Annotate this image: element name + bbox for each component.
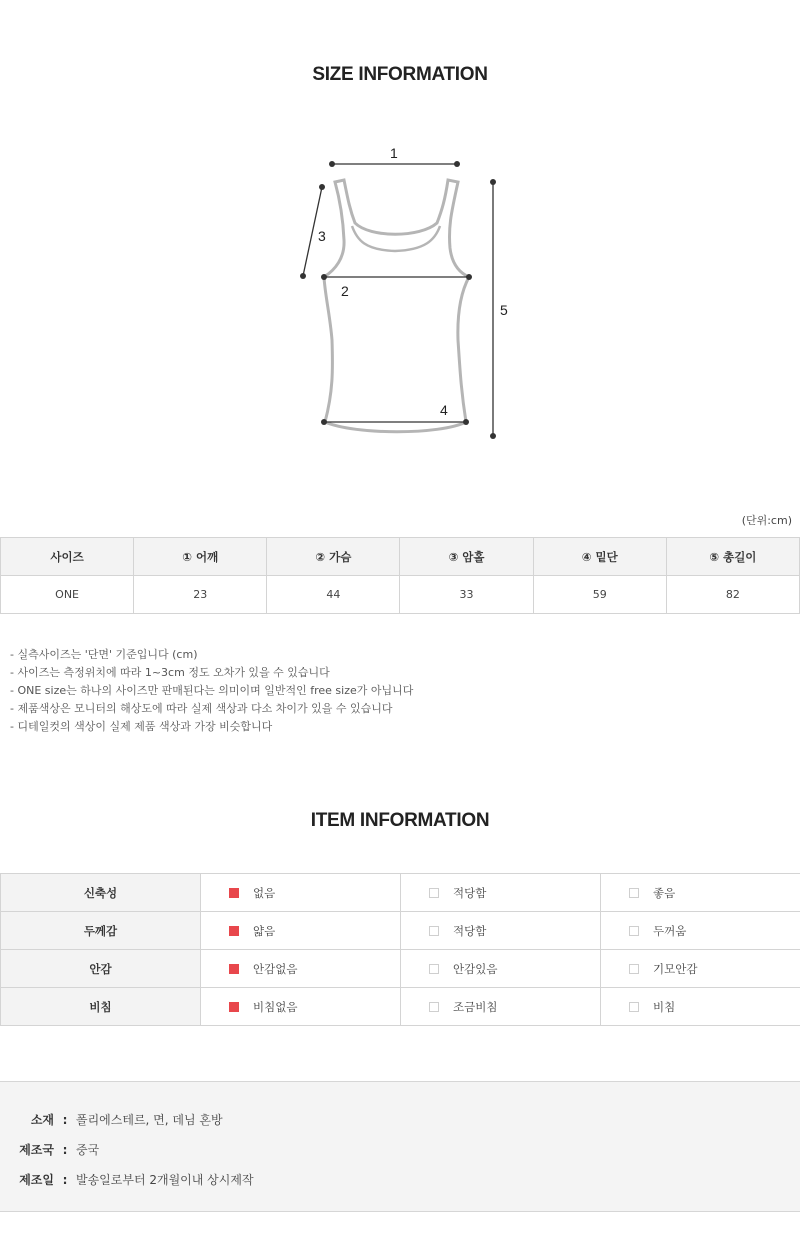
header-cell: ③ 암홀 bbox=[400, 538, 533, 576]
size-information-title: SIZE INFORMATION bbox=[312, 64, 488, 85]
checkbox-checked-icon bbox=[229, 964, 239, 974]
option-label: 좋음 bbox=[653, 885, 676, 900]
item-table bbox=[0, 873, 800, 1026]
option-cell bbox=[601, 912, 800, 950]
checkbox-checked-icon bbox=[229, 1002, 239, 1012]
row-label: 비침 bbox=[1, 988, 201, 1026]
checkbox-empty-icon bbox=[629, 926, 639, 936]
row-label: 두께감 bbox=[1, 912, 201, 950]
checkbox-empty-icon bbox=[429, 964, 439, 974]
option-cell bbox=[401, 988, 601, 1026]
info-value: 중국 bbox=[76, 1143, 100, 1157]
note-line: - 사이즈는 측정위치에 따라 1~3cm 정도 오차가 있을 수 있습니다 bbox=[10, 666, 330, 679]
row-label: 안감 bbox=[1, 950, 201, 988]
label-hem: 4 bbox=[440, 402, 448, 418]
option-cell bbox=[601, 988, 800, 1026]
label-chest: 2 bbox=[341, 283, 349, 299]
info-row-manufacture-date: 제조일 : 발송일로부터 2개월이내 상시제작 bbox=[0, 1171, 254, 1188]
checkbox-empty-icon bbox=[629, 1002, 639, 1012]
option-label: 얇음 bbox=[253, 923, 276, 938]
note-line: - 디테일컷의 색상이 실제 제품 색상과 가장 비슷합니다 bbox=[10, 720, 273, 733]
option-cell bbox=[401, 950, 601, 988]
note-line: - ONE size는 하나의 사이즈만 판매된다는 의미이며 일반적인 free size가 아닙니다 bbox=[10, 684, 414, 697]
option-label: 조금비침 bbox=[453, 999, 498, 1014]
label-shoulder: 1 bbox=[390, 145, 398, 161]
info-key: 제조국 bbox=[19, 1143, 54, 1157]
option-cell bbox=[601, 874, 800, 912]
option-label: 안감없음 bbox=[253, 961, 298, 976]
table-cell: 82 bbox=[666, 576, 799, 614]
garment-outline bbox=[324, 180, 469, 432]
info-value: 발송일로부터 2개월이내 상시제작 bbox=[76, 1173, 254, 1187]
item-row-sheerness bbox=[1, 988, 800, 1026]
header-cell: 사이즈 bbox=[1, 538, 134, 576]
unit-label: (단위:cm) bbox=[741, 514, 792, 527]
size-table bbox=[0, 537, 800, 614]
row-label: 신축성 bbox=[1, 874, 201, 912]
info-key: 제조일 bbox=[19, 1173, 54, 1187]
table-row bbox=[1, 576, 800, 614]
checkbox-checked-icon bbox=[229, 926, 239, 936]
label-armhole: 3 bbox=[318, 228, 326, 244]
option-cell bbox=[201, 912, 401, 950]
option-label: 기모안감 bbox=[653, 961, 698, 976]
table-cell: 59 bbox=[533, 576, 666, 614]
item-row-stretch bbox=[1, 874, 800, 912]
size-diagram bbox=[0, 130, 800, 460]
size-notes bbox=[10, 646, 413, 736]
option-cell bbox=[401, 912, 601, 950]
option-label: 두꺼움 bbox=[653, 923, 687, 938]
checkbox-empty-icon bbox=[429, 926, 439, 936]
info-row-origin: 제조국 : 중국 bbox=[0, 1141, 99, 1158]
checkbox-empty-icon bbox=[429, 1002, 439, 1012]
option-label: 적당함 bbox=[453, 923, 487, 938]
header-cell: ④ 밑단 bbox=[533, 538, 666, 576]
table-cell: ONE bbox=[1, 576, 134, 614]
note-line: - 제품색상은 모니터의 해상도에 따라 실제 색상과 다소 차이가 있을 수 있습니다 bbox=[10, 702, 393, 715]
checkbox-empty-icon bbox=[429, 888, 439, 898]
info-row-material: 소재 : 폴리에스테르, 면, 데님 혼방 bbox=[0, 1111, 223, 1128]
item-row-thickness bbox=[1, 912, 800, 950]
header-cell: ⑤ 총길이 bbox=[666, 538, 799, 576]
option-cell bbox=[201, 874, 401, 912]
size-table-header bbox=[1, 538, 800, 576]
product-info-box bbox=[0, 1081, 800, 1212]
header-cell: ① 어깨 bbox=[134, 538, 267, 576]
item-information-title: ITEM INFORMATION bbox=[310, 810, 490, 831]
table-cell: 23 bbox=[134, 576, 267, 614]
option-label: 적당함 bbox=[453, 885, 487, 900]
option-label: 비침 bbox=[653, 999, 676, 1014]
option-cell bbox=[201, 950, 401, 988]
option-label: 비침없음 bbox=[253, 999, 298, 1014]
item-row-lining bbox=[1, 950, 800, 988]
info-value: 폴리에스테르, 면, 데님 혼방 bbox=[76, 1113, 223, 1127]
option-label: 안감있음 bbox=[453, 961, 498, 976]
info-key: 소재 bbox=[30, 1113, 54, 1127]
checkbox-empty-icon bbox=[629, 888, 639, 898]
note-line: - 실측사이즈는 '단면' 기준입니다 (cm) bbox=[10, 648, 198, 661]
option-label: 없음 bbox=[253, 885, 276, 900]
table-cell: 44 bbox=[267, 576, 400, 614]
table-cell: 33 bbox=[400, 576, 533, 614]
header-cell: ② 가슴 bbox=[267, 538, 400, 576]
label-length: 5 bbox=[500, 302, 508, 318]
option-cell bbox=[201, 988, 401, 1026]
option-cell bbox=[401, 874, 601, 912]
option-cell bbox=[601, 950, 800, 988]
checkbox-empty-icon bbox=[629, 964, 639, 974]
checkbox-checked-icon bbox=[229, 888, 239, 898]
